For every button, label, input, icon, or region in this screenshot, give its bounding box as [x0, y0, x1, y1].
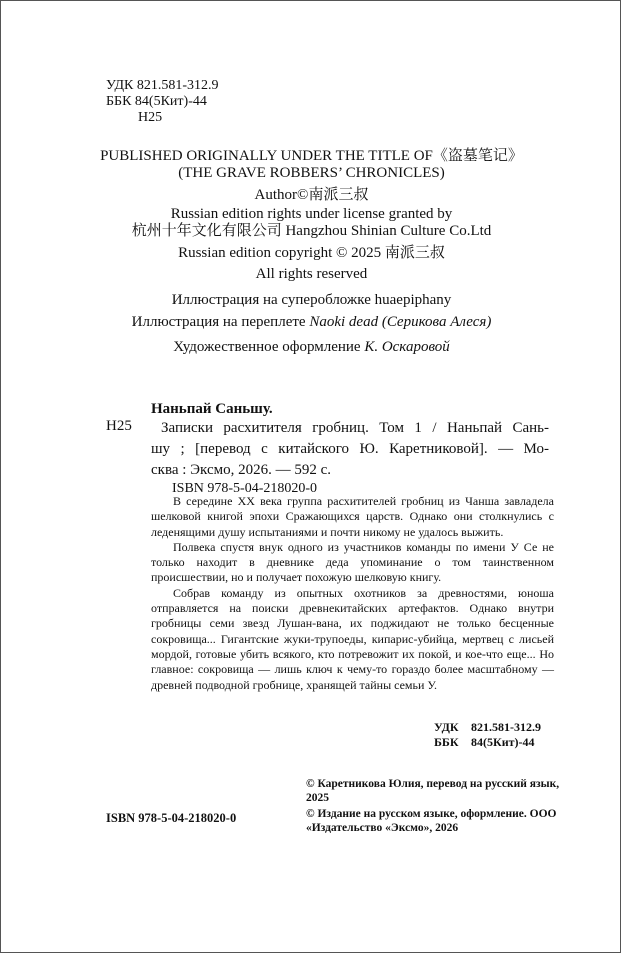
- classification-codes: [434, 720, 541, 750]
- binding-artist: Naoki dead: [309, 314, 379, 330]
- author-copyright: Author©南派三叔: [254, 187, 369, 203]
- isbn-bottom: ISBN 978-5-04-218020-0: [106, 811, 237, 825]
- design-artist: К. Оскаровой: [364, 339, 450, 355]
- bbk-key: ББК: [434, 735, 459, 749]
- cover-label: Иллюстрация на суперобложке: [171, 292, 371, 308]
- classification-block: [106, 78, 219, 126]
- cover-illustration-credit: [1, 289, 622, 311]
- russian-copyright: Russian edition copyright © 2025 南派三叔: [178, 245, 445, 261]
- bbk-code: ББК 84(5Кит)-44: [106, 94, 207, 109]
- binding-artist-ru: (Серикова Алеся): [381, 314, 492, 330]
- bbk-row: [434, 735, 541, 750]
- udk-value: 821.581-312.9: [471, 720, 541, 734]
- edition-copyright: © Издание на русском языке, оформление. ООО «Издательство «Эксмо», 2026: [306, 808, 557, 834]
- design-label: Художественное оформление: [173, 339, 361, 355]
- catalog-author-heading: Наньпай Саньшу.: [151, 401, 273, 417]
- abstract-paragraph: В середине XX века группа расхитителей гробниц из Чанша завладела шелковой книгой эпохи Сражающихся царств. Однако они столкнулись с леденящими душу испытаниями и почти никому не удалось выжить.: [151, 494, 554, 539]
- cover-artist: huaepiphany: [374, 292, 452, 308]
- all-rights-reserved: All rights reserved: [255, 266, 368, 282]
- catalog-mark: Н25: [106, 418, 132, 434]
- original-title-line2: (THE GRAVE ROBBERS’ CHRONICLES): [178, 165, 445, 181]
- translation-copyright: © Каретникова Юлия, перевод на русский язык, 2025: [306, 778, 560, 804]
- catalog-entry: [151, 418, 549, 481]
- abstract-paragraph: Полвека спустя внук одного из участников команды по имени У Се не только находит в дневнике деда упоминание о том таинственном происшествии, но и получает похожую шелковую книгу.: [151, 539, 554, 585]
- illustration-credits: [1, 289, 622, 358]
- original-title-block: [1, 148, 622, 182]
- license-line1: Russian edition rights under license granted by: [170, 206, 453, 222]
- udk-row: [434, 720, 541, 735]
- abstract-paragraph: Собрав команду из опытных охотников за древностями, юноша отправляется на поиски древнекитайских артефактов. Однако внутри гробницы семи звезд Лушан-вана, их поджидают не только бесценные сокровища... Гигантские жуки-трупоеды, кипарис-убийца, мертвец с лисьей мордой, готовые убить всякого, кто потревожит их покой, и кое-что еще... Но главное: сокровища — лишь ключ к чему-то гораздо более масштабному — древней подводной гробнице, хранящей тайны семьи У.: [151, 585, 554, 692]
- catalog-entry-line1: Записки расхитителя гробниц. Том 1 / Наньпай Сань-: [161, 420, 549, 436]
- udk-key: УДК: [434, 720, 459, 734]
- catalog-entry-line2: шу ; [перевод с китайского Ю. Каретниковой]. — Мо-: [151, 441, 549, 457]
- catalog-entry-line3: сква : Эксмо, 2026. — 592 с.: [151, 462, 332, 478]
- binding-illustration-credit: [1, 311, 622, 333]
- binding-label: Иллюстрация на переплете: [131, 314, 306, 330]
- author-mark: Н25: [138, 110, 163, 125]
- catalog-isbn: ISBN 978-5-04-218020-0: [172, 481, 318, 496]
- bbk-value: 84(5Кит)-44: [471, 735, 535, 749]
- udk-code: УДК 821.581-312.9: [106, 78, 219, 93]
- copyright-notes: [306, 777, 561, 837]
- original-title-line1: PUBLISHED ORIGINALLY UNDER THE TITLE OF《盗墓笔记》: [100, 148, 523, 164]
- license-line2: 杭州十年文化有限公司 Hangzhou Shinian Culture Co.Ltd: [131, 223, 492, 239]
- rights-block: [1, 185, 622, 285]
- abstract-text: [151, 494, 554, 693]
- design-credit: [1, 336, 622, 358]
